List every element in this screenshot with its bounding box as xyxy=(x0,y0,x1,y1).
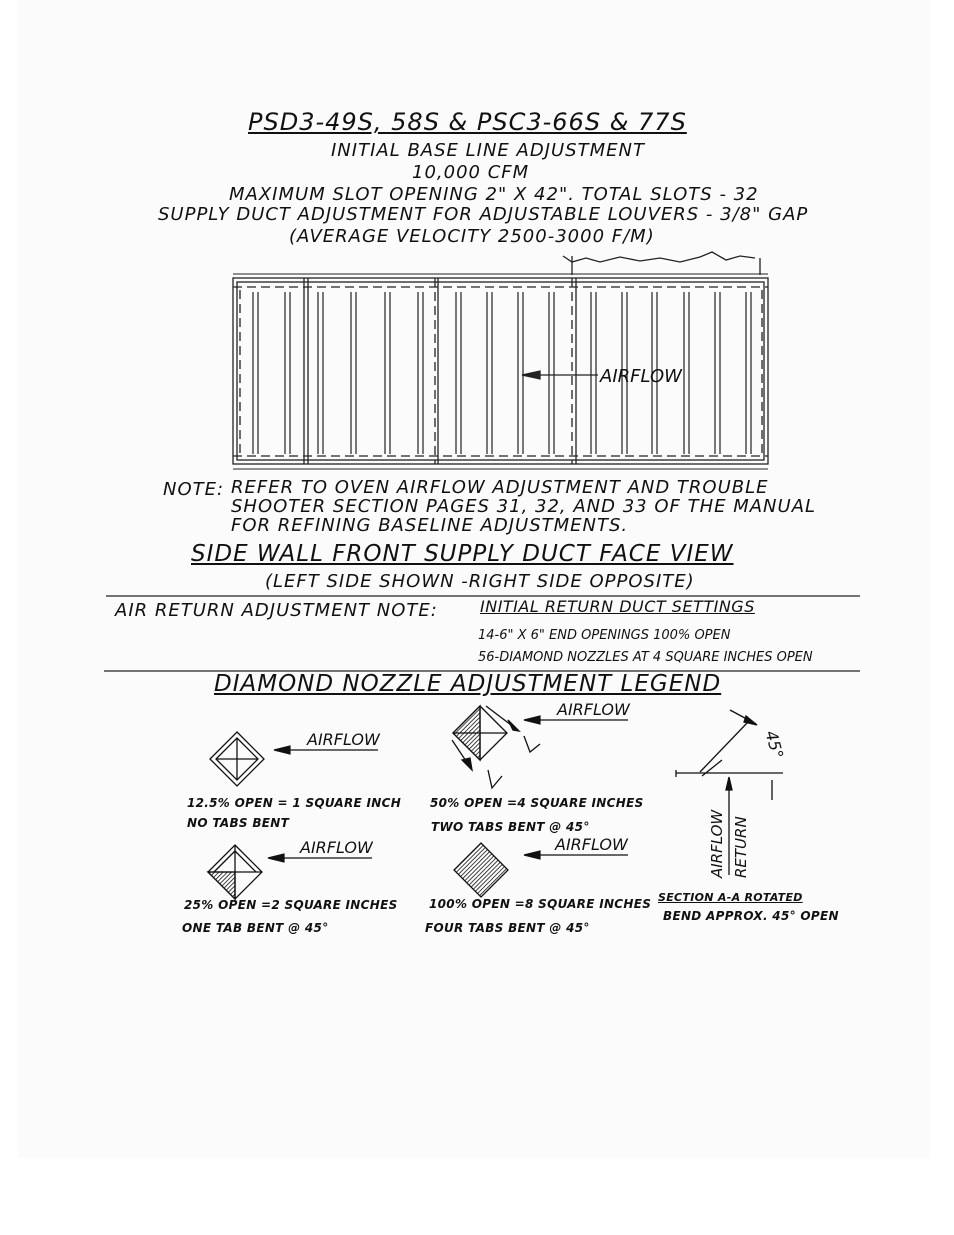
legend-caption-3-open: 25% OPEN =2 SQUARE INCHES xyxy=(184,898,398,912)
section-caption: SECTION A-A ROTATED xyxy=(658,891,803,904)
legend-caption-3-tabs: ONE TAB BENT @ 45° xyxy=(182,921,329,935)
legend-caption-4-open: 100% OPEN =8 SQUARE INCHES xyxy=(429,897,652,911)
header-line-4: SUPPLY DUCT ADJUSTMENT FOR ADJUSTABLE LOUVERS - 3/8" GAP xyxy=(158,204,809,225)
header-line-2: 10,000 CFM xyxy=(412,162,530,183)
nozzle-100pct-icon xyxy=(454,843,508,897)
legend-caption-2-open: 50% OPEN =4 SQUARE INCHES xyxy=(430,796,644,810)
note-label: NOTE: xyxy=(163,479,225,500)
legend-caption-1-tabs: NO TABS BENT xyxy=(187,816,290,830)
note-line-1: REFER TO OVEN AIRFLOW ADJUSTMENT AND TROUBLE xyxy=(231,477,769,498)
legend-airflow-3: AIRFLOW xyxy=(300,838,373,857)
legend-caption-4-tabs: FOUR TABS BENT @ 45° xyxy=(425,921,590,935)
section-caption-2: BEND APPROX. 45° OPEN xyxy=(663,909,839,923)
section-airflow-label: AIRFLOW xyxy=(708,809,726,878)
drawing-title: PSD3-49S, 58S & PSC3-66S & 77S xyxy=(248,108,687,136)
view-title: SIDE WALL FRONT SUPPLY DUCT FACE VIEW xyxy=(191,541,734,567)
section-angle-label: 45° xyxy=(761,728,788,761)
air-return-line-1: 14-6" X 6" END OPENINGS 100% OPEN xyxy=(478,628,731,643)
air-return-line-2: 56-DIAMOND NOZZLES AT 4 SQUARE INCHES OPEN xyxy=(478,650,813,665)
header-line-5: (AVERAGE VELOCITY 2500-3000 F/M) xyxy=(289,226,655,247)
nozzle-12pct-icon xyxy=(210,732,264,786)
duct-airflow-label: AIRFLOW xyxy=(600,366,682,387)
nozzle-50pct-icon xyxy=(452,706,540,788)
note-line-2: SHOOTER SECTION PAGES 31, 32, AND 33 OF THE MANUAL xyxy=(231,496,817,517)
legend-title: DIAMOND NOZZLE ADJUSTMENT LEGEND xyxy=(214,671,722,697)
legend-airflow-2: AIRFLOW xyxy=(557,700,630,719)
legend-caption-2-tabs: TWO TABS BENT @ 45° xyxy=(431,820,590,834)
air-return-label: AIR RETURN ADJUSTMENT NOTE: xyxy=(115,600,438,621)
header-line-3: MAXIMUM SLOT OPENING 2" X 42". TOTAL SLOTS - 32 xyxy=(229,184,759,205)
nozzle-25pct-icon xyxy=(208,845,262,899)
legend-airflow-4: AIRFLOW xyxy=(555,835,628,854)
note-line-3: FOR REFINING BASELINE ADJUSTMENTS. xyxy=(231,515,629,536)
header-line-1: INITIAL BASE LINE ADJUSTMENT xyxy=(331,140,645,161)
legend-airflow-1: AIRFLOW xyxy=(307,730,380,749)
legend-caption-1-open: 12.5% OPEN = 1 SQUARE INCH xyxy=(187,796,402,810)
view-subtitle: (LEFT SIDE SHOWN -RIGHT SIDE OPPOSITE) xyxy=(265,571,695,592)
section-return-label: RETURN xyxy=(732,816,750,878)
air-return-heading: INITIAL RETURN DUCT SETTINGS xyxy=(480,597,755,616)
